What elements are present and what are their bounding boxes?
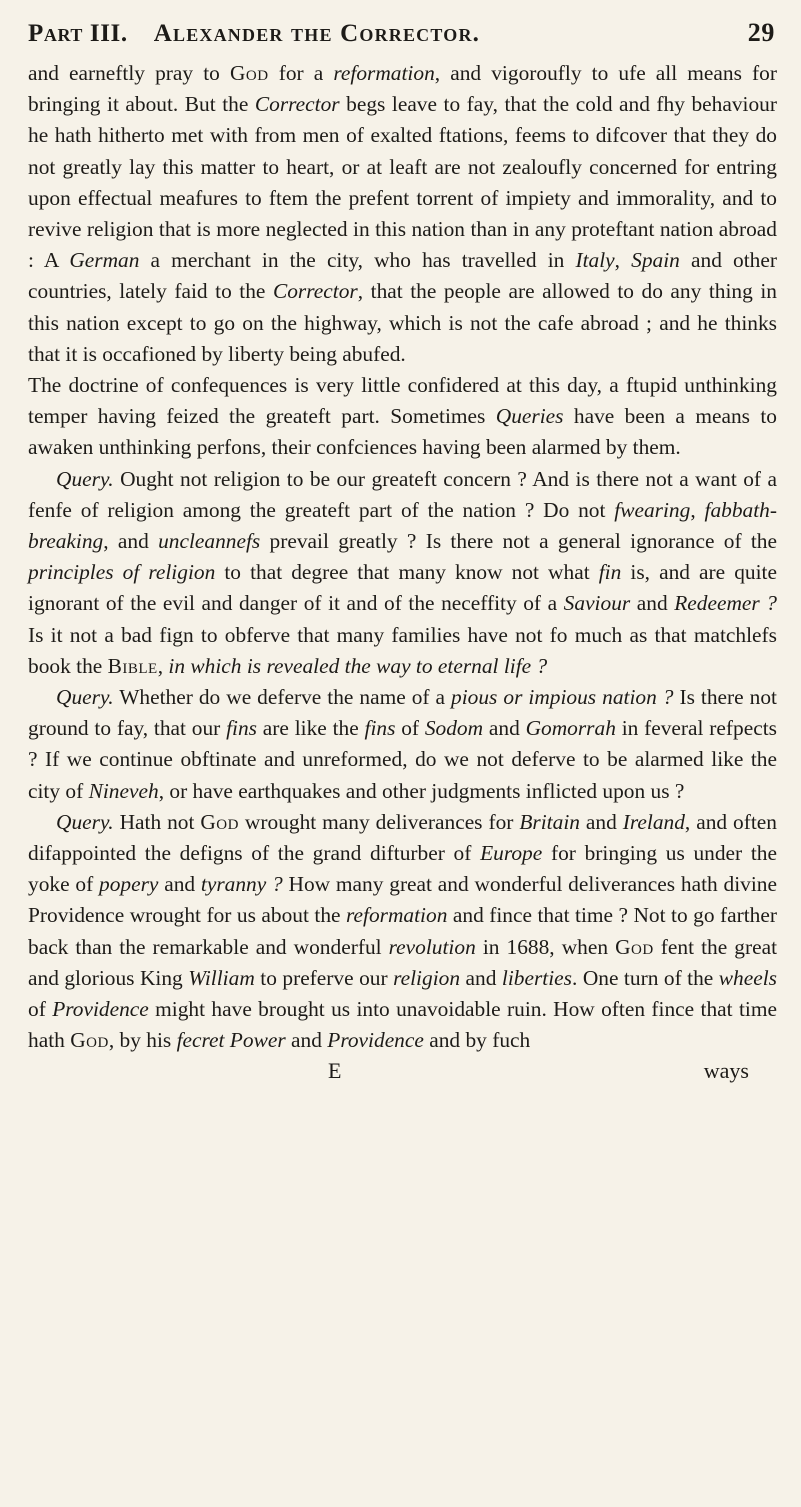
italic-text: in which is revealed the way to eternal life ? — [168, 653, 548, 678]
italic-text: Providence — [327, 1028, 424, 1053]
italic-text: popery — [99, 872, 159, 897]
text-run: is, and are quite ignorant of the evil and danger of it and of the neceffity of a — [28, 560, 777, 616]
small-caps-text: God — [229, 61, 269, 85]
italic-text: reformation — [345, 903, 448, 928]
italic-text: uncleannefs — [158, 529, 261, 554]
text-run: , and vigoroufly to ufe all means for bringing it about. But the — [28, 61, 777, 117]
text-run: . One turn of the — [572, 965, 719, 990]
text-run: to that degree that many know not what — [215, 560, 599, 585]
text-run: to preferve our — [254, 965, 394, 990]
small-caps-text: God — [70, 1028, 109, 1053]
text-run: have been a means to awaken unthinking perfons, their confciences having been alarmed by them. — [28, 404, 778, 460]
text-run: Is it not a bad fign to obferve that many families have not fo much as that matchlefs book the — [28, 622, 777, 678]
text-run: prevail greatly ? Is there not a general ignorance of the — [260, 529, 777, 554]
text-run: , — [614, 248, 632, 273]
text-run: Is there not ground to fay, that our — [28, 685, 777, 741]
italic-text: Providence — [52, 997, 149, 1022]
text-run: and earneftly pray to — [28, 61, 230, 85]
italic-text: Europe — [480, 841, 543, 866]
page-number: 29 — [747, 18, 775, 47]
text-run: fent the great and glorious King — [28, 934, 778, 990]
text-run: and — [158, 872, 201, 897]
catchword: ways — [703, 1057, 749, 1083]
italic-text: William — [188, 965, 255, 990]
running-head — [28, 18, 777, 58]
page-footer — [28, 1057, 777, 1085]
text-run: and by fuch — [423, 1028, 531, 1053]
italic-text: fecret Power — [176, 1028, 286, 1053]
text-run: and — [630, 591, 675, 616]
text-run: in 1688, when — [475, 934, 616, 959]
italic-text: religion — [393, 965, 461, 990]
small-caps-text: God — [615, 934, 654, 959]
italic-text: Corrector — [254, 92, 340, 117]
italic-text: fin — [598, 560, 622, 585]
text-run: , — [157, 653, 169, 678]
text-run: , — [690, 497, 705, 522]
text-run: in feveral refpects ? If we continue obftinate and unreformed, do we not deferve to be alarmed like the city of — [28, 716, 777, 803]
italic-text: Query. — [56, 685, 114, 710]
paragraph-p1 — [28, 58, 777, 370]
text-run: Ought not religion to be our greateft concern ? And is there not a want of a fenfe of religion among the greateft part of the nation ? Do not — [28, 466, 777, 522]
paragraph-p4 — [28, 682, 777, 807]
text-run: might have brought us into unavoidable ruin. How often fince that time hath — [28, 997, 777, 1053]
italic-text: principles of religion — [28, 560, 216, 585]
italic-text: pious or impious nation ? — [451, 685, 674, 710]
text-run: are like the — [257, 716, 365, 741]
italic-text: fabbath-breaking — [28, 497, 777, 554]
italic-text: Corrector — [272, 279, 358, 304]
italic-text: Redeemer ? — [674, 591, 777, 616]
italic-text: wheels — [718, 965, 777, 990]
italic-text: fins — [226, 716, 257, 741]
part-label: Part III. — [28, 20, 128, 47]
italic-text: Query. — [56, 466, 114, 491]
italic-text: Nineveh — [88, 778, 159, 803]
text-run: and — [579, 809, 623, 834]
text-run: and other countries, lately faid to the — [28, 248, 777, 304]
text-run: for a — [268, 61, 334, 85]
text-run: Whether do we deferve the name of a — [113, 685, 452, 710]
italic-text: Saviour — [563, 591, 631, 616]
text-run: How many great and wonderful deliverances hath divine Providence wrought for us about the — [28, 872, 777, 928]
small-caps-text: God — [200, 809, 239, 834]
text-run: , by his — [108, 1028, 177, 1053]
italic-text: fwearing — [614, 497, 691, 522]
italic-text: revolution — [388, 934, 476, 959]
text-run: The doctrine of confequences is very little confidered at this day, a ftupid unthinking temper having feized the greateft part. Sometimes — [28, 373, 777, 429]
italic-text: liberties — [501, 965, 572, 990]
text-run: , and often difappointed the defigns of the grand difturber of — [28, 809, 777, 866]
small-caps-text: Bible — [107, 653, 158, 678]
body-text — [28, 58, 777, 1057]
text-run: of — [28, 997, 53, 1022]
italic-text: tyranny ? — [200, 872, 283, 897]
signature-mark: E — [328, 1057, 342, 1083]
italic-text: Britain — [519, 809, 580, 834]
italic-text: Query. — [56, 809, 114, 834]
paragraph-p2 — [28, 370, 777, 464]
text-run: , or have earthquakes and other judgments inflicted upon us ? — [158, 778, 685, 803]
text-run: of — [395, 716, 425, 741]
italic-text: Queries — [495, 404, 564, 429]
text-run: Hath not — [113, 809, 201, 834]
text-run: and — [285, 1028, 328, 1053]
italic-text: Sodom — [424, 716, 484, 741]
text-run: , that the people are allowed to do any thing in this nation except to go on the highway, which is not the cafe abroad ; and he thinks that it is occafioned by liberty being abufed. — [28, 279, 777, 366]
text-run: wrought many deliverances for — [238, 809, 520, 834]
paragraph-p3 — [28, 464, 777, 682]
italic-text: Ireland — [622, 809, 685, 834]
text-run: and — [483, 716, 526, 741]
text-run: begs leave to fay, that the cold and fhy behaviour he hath hitherto met with from men of exalted ftations, feems to difcover that they do not greatly lay this matter to heart, or at leaft are not zealoufly concerned for entring upon effectual meafures to ftem the prefent torrent of impiety and immorality, and to revive religion that is more neglected in this nation than in any proteftant nation abroad : A — [28, 92, 777, 273]
running-title: Alexander the Corrector. — [153, 20, 481, 47]
italic-text: Gomorrah — [525, 716, 616, 741]
text-run: for bringing us under the yoke of — [28, 841, 777, 897]
text-run: , and — [103, 529, 159, 554]
italic-text: Spain — [631, 248, 680, 273]
italic-text: Italy — [575, 248, 615, 273]
italic-text: German — [69, 248, 140, 273]
text-run: a merchant in the city, who has travelled in — [139, 248, 576, 273]
italic-text: reformation — [333, 61, 435, 85]
text-run: and — [460, 965, 502, 990]
italic-text: fins — [364, 716, 396, 741]
text-run: and fince that time ? Not to go farther back than the remarkable and wonderful — [28, 903, 777, 959]
paragraph-p5 — [28, 807, 777, 1057]
